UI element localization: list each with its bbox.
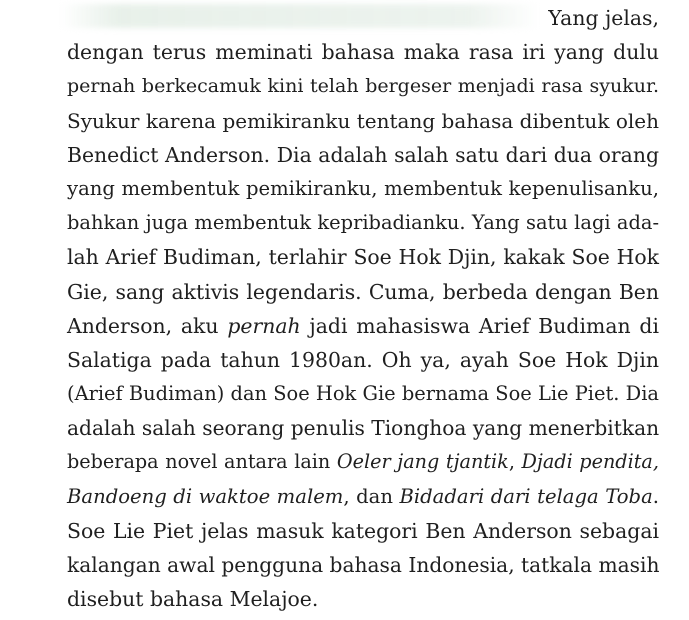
text-line: Soe Lie Piet jelas masuk kategori Ben Anderson sebagai bbox=[67, 518, 659, 543]
text-line: (Arief Budiman) dan Soe Hok Gie bernama Soe Lie Piet. Dia bbox=[67, 382, 659, 406]
italic-word: pernah bbox=[227, 313, 301, 338]
text-segment: jadi mahasiswa Arief Budiman di bbox=[300, 313, 659, 338]
text-line bbox=[67, 445, 659, 479]
text-line: disebut bahasa Melajoe. bbox=[67, 587, 319, 612]
text-line: Salatiga pada tahun 1980an. Oh ya, ayah Soe Hok Djin bbox=[67, 347, 659, 372]
text-line bbox=[67, 309, 659, 343]
text-line: pernah berkecamuk kini telah bergeser menjadi rasa syukur. bbox=[67, 75, 659, 98]
text-line bbox=[67, 480, 659, 514]
text-segment: , dan bbox=[343, 484, 400, 508]
novel-title: Oeler jang tjantik bbox=[336, 450, 509, 474]
text-line: adalah salah seorang penulis Tionghoa yang menerbitkan bbox=[67, 416, 660, 441]
text-segment: , bbox=[508, 450, 522, 474]
text-segment: . bbox=[652, 484, 660, 508]
text-segment: beberapa novel antara lain bbox=[67, 450, 337, 474]
text-line: lah Arief Budiman, terlahir Soe Hok Djin, kakak Soe Hok bbox=[67, 245, 659, 270]
novel-title: Bandoeng di waktoe malem bbox=[67, 484, 344, 508]
novel-title: Bidadari dari telaga Toba bbox=[399, 484, 653, 508]
text-line: kalangan awal pengguna bahasa Indonesia, tatkala masih bbox=[67, 553, 660, 577]
text-line: bahkan juga membentuk kepribadianku. Yang satu lagi ada- bbox=[67, 211, 659, 235]
novel-title: Djadi pendita, bbox=[521, 450, 659, 474]
text-line: yang membentuk pemikiranku, membentuk kepenulisanku, bbox=[67, 176, 659, 200]
text-line: dengan terus meminati bahasa maka rasa iri yang dulu bbox=[67, 40, 659, 65]
text-line: Gie, sang aktivis legendaris. Cuma, berbeda dengan Ben bbox=[67, 279, 659, 304]
text-line: Syukur karena pemikiranku tentang bahasa dibentuk oleh bbox=[67, 108, 659, 133]
body-paragraph bbox=[67, 1, 659, 616]
text-line: Benedict Anderson. Dia adalah salah satu dari dua orang bbox=[67, 142, 659, 167]
text-line: Yang jelas, bbox=[548, 6, 659, 30]
text-segment: Anderson, aku bbox=[67, 313, 228, 338]
